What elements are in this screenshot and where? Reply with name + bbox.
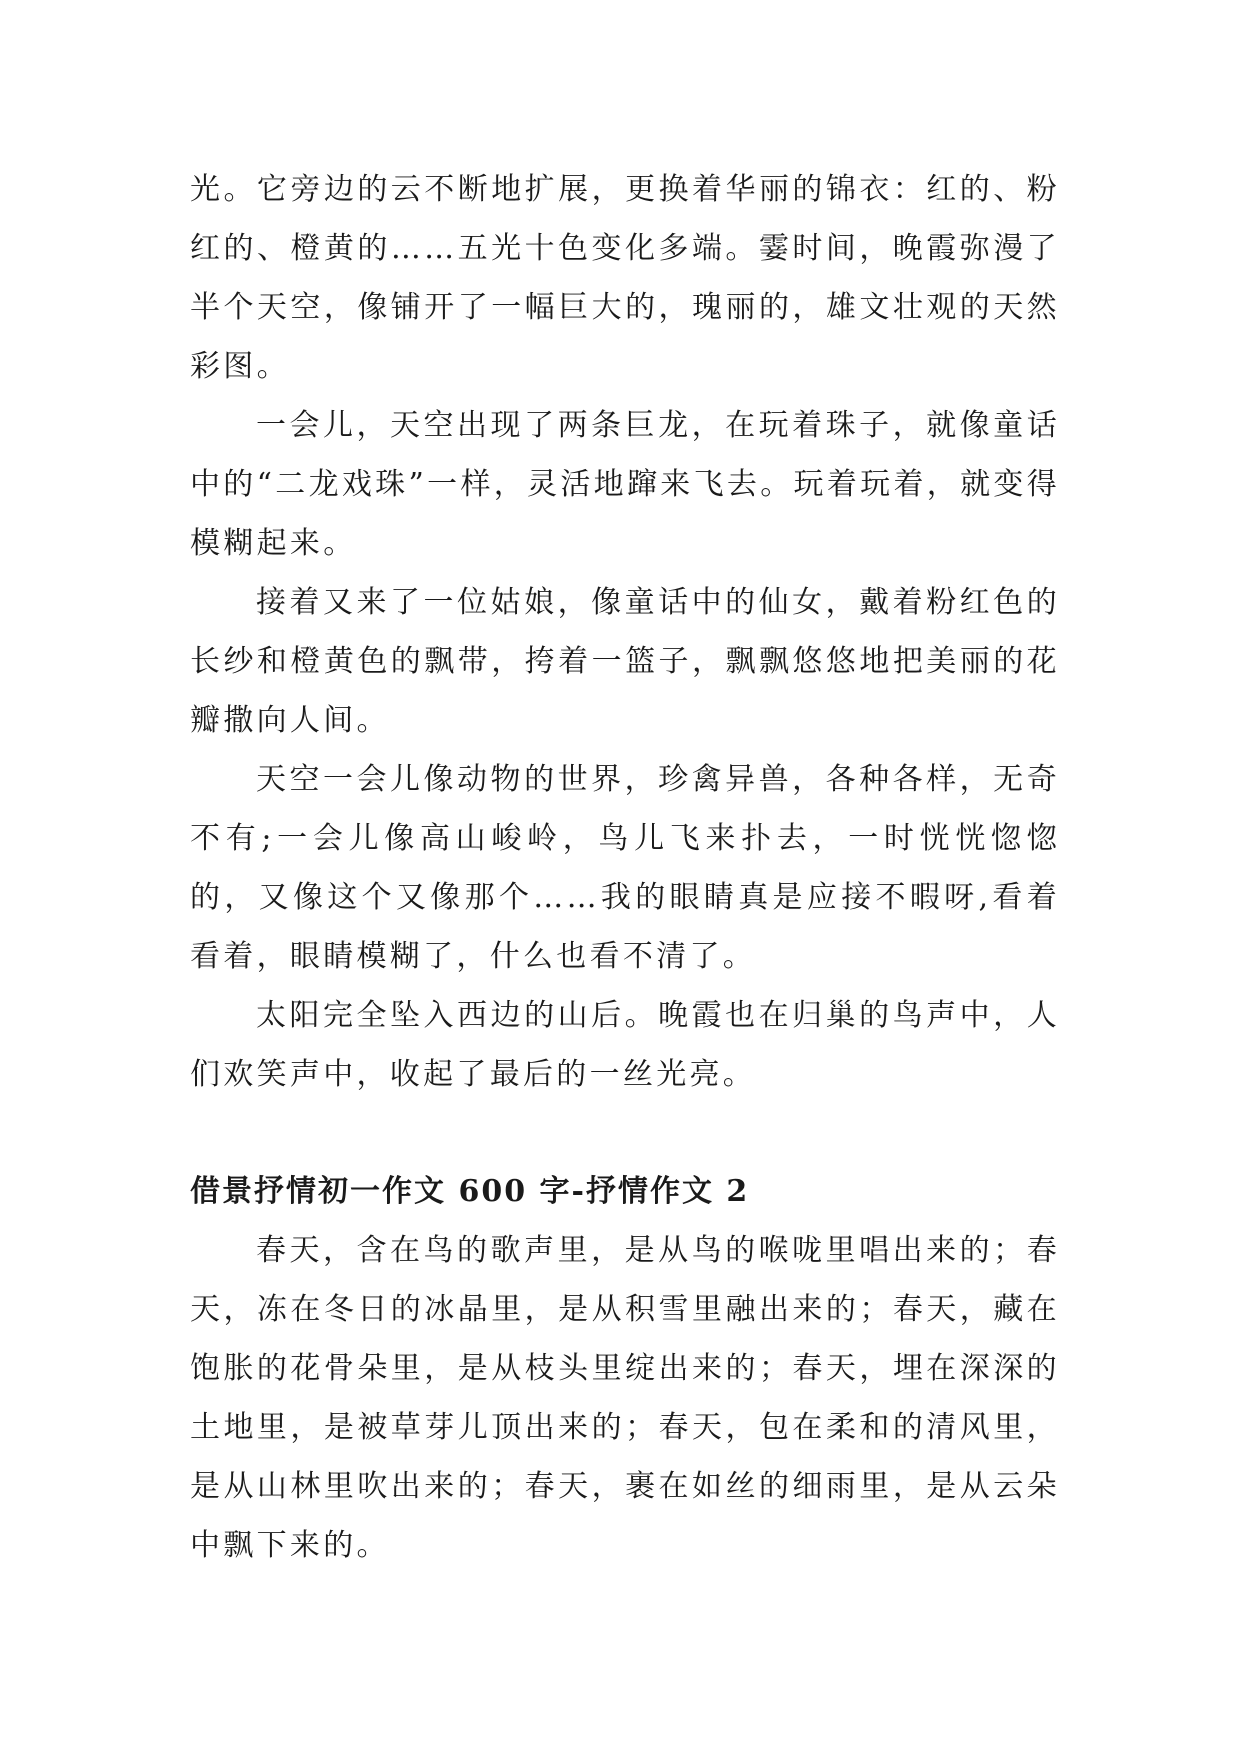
paragraph: 一会儿，天空出现了两条巨龙，在玩着珠子，就像童话中的“二龙戏珠”一样，灵活地蹿来飞去。玩着玩着，就变得模糊起来。 <box>190 408 1060 561</box>
paragraph: 太阳完全坠入西边的山后。晚霞也在归巢的鸟声中，人们欢笑声中，收起了最后的一丝光亮。 <box>190 998 1060 1092</box>
paragraph: 春天，含在鸟的歌声里，是从鸟的喉咙里唱出来的；春天，冻在冬日的冰晶里，是从积雪里融出来的；春天，藏在饱胀的花骨朵里，是从枝头里绽出来的；春天，埋在深深的土地里，是被草芽儿顶出来的；春天，包在柔和的清风里，是从山林里吹出来的；春天，裹在如丝的细雨里，是从云朵中飘下来的。 <box>190 1233 1060 1563</box>
section-title: 借景抒情初一作文 600 字-抒情作文 2 <box>190 1174 750 1209</box>
paragraph: 光。它旁边的云不断地扩展，更换着华丽的锦衣：红的、粉红的、橙黄的……五光十色变化多端。霎时间，晚霞弥漫了半个天空，像铺开了一幅巨大的，瑰丽的，雄文壮观的天然彩图。 <box>190 172 1060 384</box>
paragraph: 接着又来了一位姑娘，像童话中的仙女，戴着粉红色的长纱和橙黄色的飘带，挎着一篮子，飘飘悠悠地把美丽的花瓣撒向人间。 <box>190 585 1060 738</box>
document-body <box>190 160 1060 1575</box>
paragraph: 天空一会儿像动物的世界，珍禽异兽，各种各样，无奇不有;一会儿像高山峻岭，鸟儿飞来扑去，一时恍恍惚惚的，又像这个又像那个……我的眼睛真是应接不暇呀,看着看着，眼睛模糊了，什么也看不清了。 <box>190 762 1060 974</box>
